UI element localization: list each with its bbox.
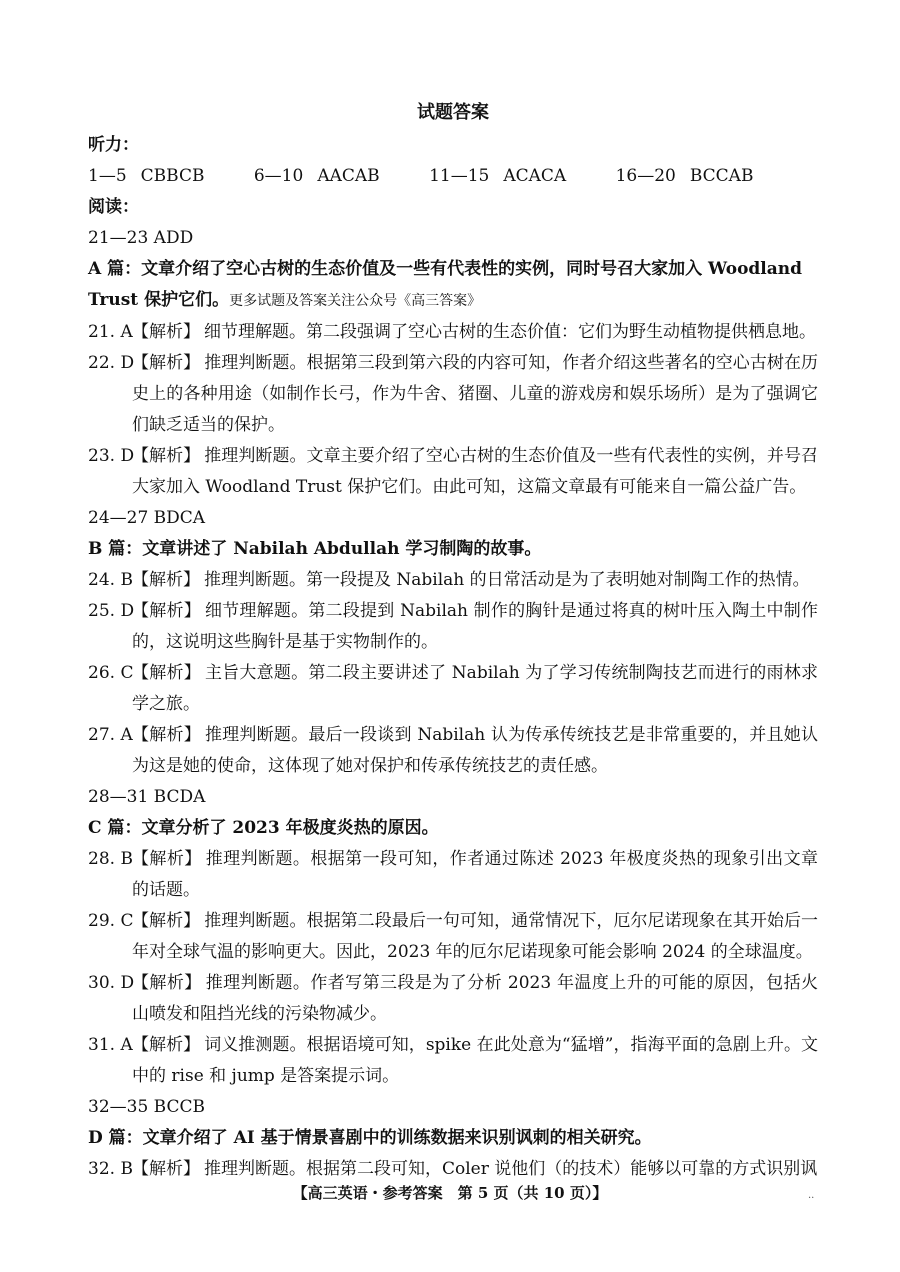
answer-item: 28. B 【解析】 推理判断题。根据第一段可知，作者通过陈述 2023 年极度炎热的现象引出文章的话题。 <box>88 849 819 900</box>
promo-note: 更多试题及答案关注公众号《高三答案》 <box>229 293 482 309</box>
page-footer: 【高三英语・参考答案 第 5 页（共 10 页）】 <box>292 1184 608 1202</box>
passage-summary: C 篇：文章分析了 2023 年极度炎热的原因。 <box>88 818 439 838</box>
listening-group: 16—20 BCCAB <box>615 166 754 186</box>
page-title: 试题答案 <box>417 102 489 123</box>
answer-item: 29. C 【解析】 推理判断题。根据第二段最后一句可知，通常情况下，厄尔尼诺现象在其开始后一年对全球气温的影响更大。因此，2023 年的厄尔尼诺现象可能会影响 2024 的全球温度。 <box>88 911 819 962</box>
passage-summary: A 篇：文章介绍了空心古树的生态价值及一些有代表性的实例，同时号召大家加入 Woodland Trust 保护它们。更多试题及答案关注公众号《高三答案》 <box>88 259 803 310</box>
answer-range: 24—27 BDCA <box>88 508 206 528</box>
passage-summary: D 篇：文章介绍了 AI 基于情景喜剧中的训练数据来识别讽刺的相关研究。 <box>88 1128 652 1148</box>
answer-item: 27. A 【解析】 推理判断题。最后一段谈到 Nabilah 认为传承传统技艺是非常重要的，并且她认为这是她的使命，这体现了她对保护和传承传统技艺的责任感。 <box>88 725 818 776</box>
passage-summary: B 篇：文章讲述了 Nabilah Abdullah 学习制陶的故事。 <box>88 539 542 559</box>
answer-item: 32. B 【解析】 推理判断题。根据第二段可知，Coler 说他们（的技术）能够以可靠的方式识别讽 <box>88 1159 818 1179</box>
listening-heading: 听力： <box>88 135 139 155</box>
listening-answers <box>88 161 818 192</box>
answer-item: 22. D 【解析】 推理判断题。根据第三段到第六段的内容可知，作者介绍这些著名的空心古树在历史上的各种用途（如制作长弓，作为牛舍、猪圈、儿童的游戏房和娱乐场所）是为了强调它们缺乏适当的保护。 <box>88 353 819 435</box>
answer-range: 28—31 BCDA <box>88 787 206 807</box>
answer-page <box>88 96 818 1185</box>
listening-group: 1—5 CBBCB <box>88 166 205 186</box>
answer-item: 26. C 【解析】 主旨大意题。第二段主要讲述了 Nabilah 为了学习传统制陶技艺而进行的雨林求学之旅。 <box>88 663 818 714</box>
corner-mark: .. <box>808 1190 815 1201</box>
answer-item: 31. A 【解析】 词义推测题。根据语境可知，spike 在此处意为“猛增”，指海平面的急剧上升。文中的 rise 和 jump 是答案提示词。 <box>88 1035 819 1086</box>
answer-range: 21—23 ADD <box>88 228 194 248</box>
answer-item: 30. D 【解析】 推理判断题。作者写第三段是为了分析 2023 年温度上升的可能的原因，包括火山喷发和阻挡光线的污染物减少。 <box>88 973 819 1024</box>
answer-item: 24. B 【解析】 推理判断题。第一段提及 Nabilah 的日常活动是为了表明她对制陶工作的热情。 <box>88 570 810 590</box>
answer-range: 32—35 BCCB <box>88 1097 205 1117</box>
reading-heading: 阅读： <box>88 197 139 217</box>
answer-item: 23. D 【解析】 推理判断题。文章主要介绍了空心古树的生态价值及一些有代表性的实例，并号召大家加入 Woodland Trust 保护它们。由此可知，这篇文章最有可能来自一篇公益广告。 <box>88 446 819 497</box>
listening-group: 11—15 ACACA <box>429 166 567 186</box>
listening-group: 6—10 AACAB <box>253 166 380 186</box>
answer-item: 25. D 【解析】 细节理解题。第二段提到 Nabilah 制作的胸针是通过将真的树叶压入陶土中制作的，这说明这些胸针是基于实物制作的。 <box>88 601 818 652</box>
answer-item: 21. A 【解析】 细节理解题。第二段强调了空心古树的生态价值：它们为野生动植物提供栖息地。 <box>88 322 816 342</box>
